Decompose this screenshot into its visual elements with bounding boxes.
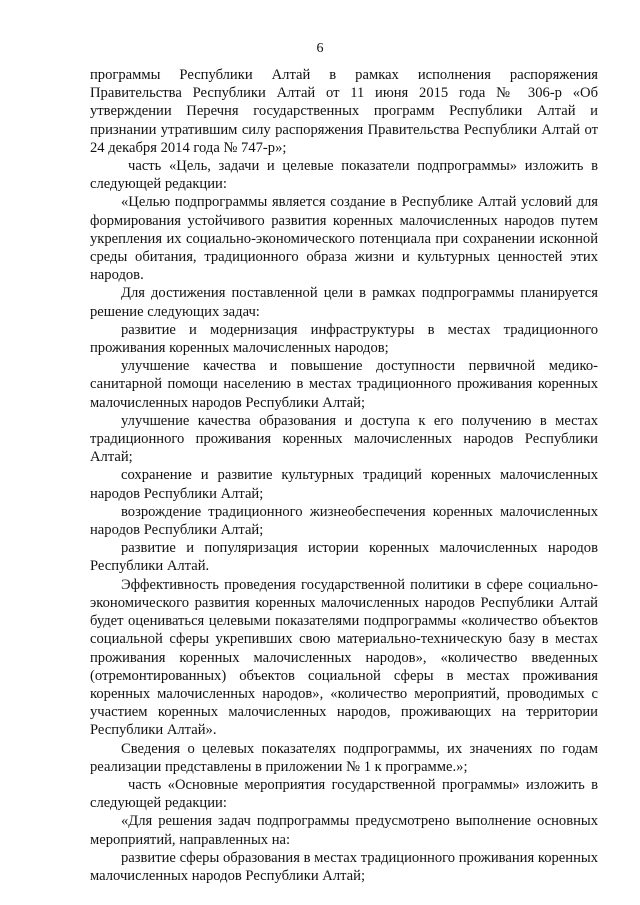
- paragraph-9: возрождение традиционного жизнеобеспечения коренных малочисленных народов Республики Алтай;: [90, 503, 598, 539]
- paragraph-14: «Для решения задач подпрограммы предусмотрено выполнение основных мероприятий, направленных на:: [90, 813, 598, 848]
- paragraph-11: Эффективность проведения государственной политики в сфере социально-экономического развития коренных малочисленных народов Республики Алтай будет оцениваться целевыми показателями подпрограммы «количество объектов социальной сферы укрепивших свою материально-техническую базу в местах проживания коренных малочисленных народов», «количество введенных (отремонтированных) объектов социальной сферы в местах проживания коренных малочисленных народов», «количество мероприятий, проводимых с участием коренных малочисленных народов, проживающих на территории Республики Алтай».: [90, 576, 598, 739]
- paragraph-13: часть «Основные мероприятия государственной программы» изложить в следующей редакции:: [90, 776, 598, 812]
- paragraph-12: Сведения о целевых показателях подпрограммы, их значениях по годам реализации представлены в приложении № 1 к программе.»;: [90, 740, 598, 775]
- paragraph-4: Для достижения поставленной цели в рамках подпрограммы планируется решение следующих задач:: [90, 285, 598, 320]
- paragraph-5: развитие и модернизация инфраструктуры в местах традиционного проживания коренных малочисленных народов;: [90, 321, 598, 357]
- document-body: [90, 66, 598, 885]
- paragraph-6: улучшение качества и повышение доступности первичной медико-санитарной помощи населению в местах традиционного проживания коренных малочисленных народов Республики Алтай;: [90, 358, 598, 411]
- paragraph-2: часть «Цель, задачи и целевые показатели подпрограммы» изложить в следующей редакции:: [90, 158, 598, 193]
- page-number: 6: [316, 41, 324, 56]
- paragraph-7: улучшение качества образования и доступа к его получению в местах традиционного проживания коренных малочисленных народов Республики Алтай;: [90, 412, 598, 466]
- paragraph-8: сохранение и развитие культурных традиций коренных малочисленных народов Республики Алтай;: [90, 467, 598, 502]
- paragraph-1: программы Республики Алтай в рамках исполнения распоряжения Правительства Республики Алтай от 11 июня 2015 года № 306-р «Об утверждении Перечня государственных программ Республики Алтай и признании утратившим силу распоряжения Правительства Республики Алтай от 24 декабря 2014 года № 747-р»;: [90, 67, 598, 156]
- paragraph-10: развитие и популяризация истории коренных малочисленных народов Республики Алтай.: [90, 540, 598, 575]
- paragraph-15: развитие сферы образования в местах традиционного проживания коренных малочисленных народов Республики Алтай;: [90, 849, 598, 884]
- paragraph-3: «Целью подпрограммы является создание в Республике Алтай условий для формирования устойчивого развития коренных малочисленных народов путем укрепления их социально-экономического потенциала при сохранении исконной среды обитания, традиционного образа жизни и культурных ценностей этих народов.: [90, 194, 598, 284]
